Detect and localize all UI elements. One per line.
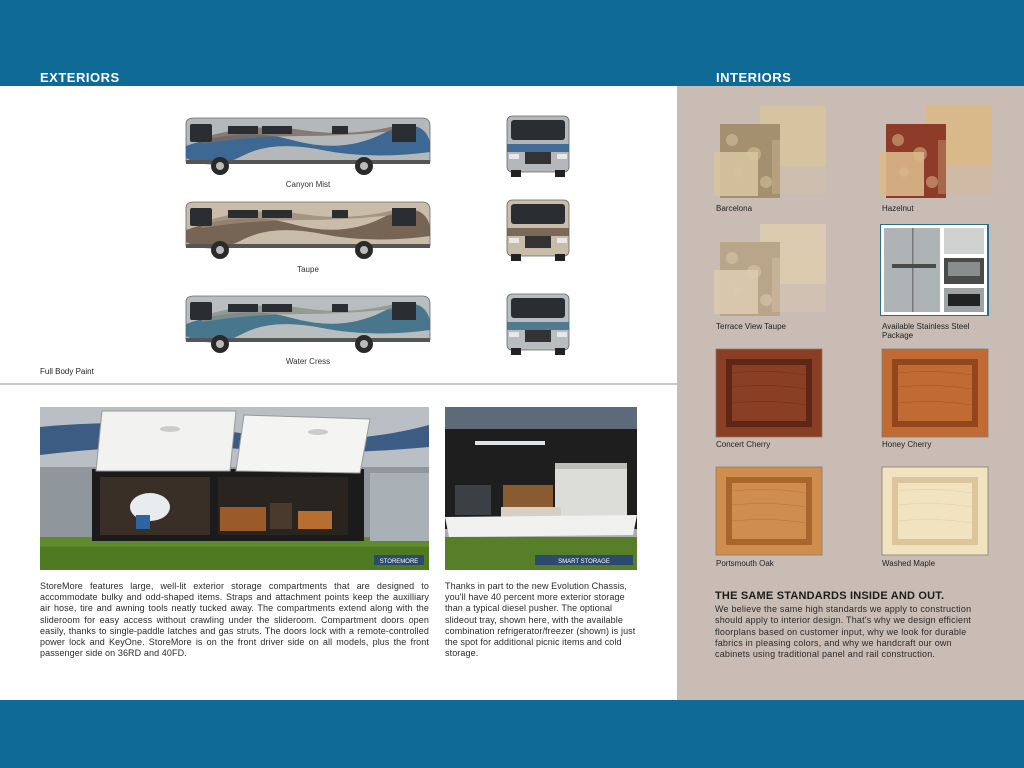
storemore-badge: STOREMORE <box>379 559 419 565</box>
swatch-label: Washed Maple <box>882 559 936 568</box>
finish-swatch <box>714 224 826 316</box>
swatch-label: Honey Cherry <box>882 440 932 449</box>
finish-swatch <box>714 106 826 198</box>
coach-front-view <box>505 198 571 262</box>
swatch-label: Hazelnut <box>882 204 914 213</box>
swatch-label: Portsmouth Oak <box>716 559 774 568</box>
finish-swatch <box>880 106 992 198</box>
coach-color-label: Taupe <box>297 265 319 274</box>
swatch-label: Available Stainless Steel Package <box>882 322 970 340</box>
finish-swatch <box>880 347 992 439</box>
finish-swatch <box>880 465 992 557</box>
finish-swatch <box>714 465 826 557</box>
interiors-heading: INTERIORS <box>716 70 792 85</box>
standards-paragraph: We believe the same high standards we apply to construction should apply to interior design. That's why we design efficient floorplans based on customer input, why we look for durable fabrics in pleasing colors, and why we handcraft our own cabinets using traditional panel and rail construction. <box>715 604 972 660</box>
storemore-paragraph: StoreMore features large, well-lit exterior storage compartments that are designed to accommodate bulky and odd-shaped items. Straps and attachment points keep the auxilliary air hose, tire and awning tools neatly tucked away. The compartments extend along with the slideroom for easy access without crawling under the slideroom. Compartment doors open easily, thanks to single-paddle latches and gas struts. The doors lock with a remote-controlled power lock and KeyOne. StoreMore is on the front driver side on all models, plus the front passenger side on 36RD and 40FD. <box>40 581 429 659</box>
smart-storage-paragraph: Thanks in part to the new Evolution Chassis, you'll have 40 percent more exterior storage than a typical diesel pusher. The optional slideout tray, shown here, with the available combination refrigerator/freezer (shown) is just the spot for additional picnic items and cold storage. <box>445 581 636 659</box>
full-body-paint-note: Full Body Paint <box>40 367 94 376</box>
smart-storage-photo <box>445 407 637 570</box>
bottom-band <box>0 700 1024 768</box>
coach-side-view <box>182 116 434 178</box>
finish-swatch <box>714 347 826 439</box>
section-divider <box>0 383 677 385</box>
standards-heading: THE SAME STANDARDS INSIDE AND OUT. <box>715 590 945 602</box>
coach-color-label: Water Cress <box>285 357 331 366</box>
coach-front-view <box>505 292 571 356</box>
coach-color-label: Canyon Mist <box>285 180 331 189</box>
coach-front-view <box>505 114 571 178</box>
swatch-label: Terrace View Taupe <box>716 322 786 331</box>
exteriors-heading: EXTERIORS <box>40 70 120 85</box>
storemore-photo <box>40 407 429 570</box>
top-band <box>0 0 1024 86</box>
coach-side-view <box>182 200 434 262</box>
smart-storage-badge: SMART STORAGE <box>558 559 610 565</box>
swatch-label: Concert Cherry <box>716 440 771 449</box>
coach-side-view <box>182 294 434 356</box>
finish-swatch <box>880 224 992 316</box>
swatch-label: Barcelona <box>716 204 753 213</box>
